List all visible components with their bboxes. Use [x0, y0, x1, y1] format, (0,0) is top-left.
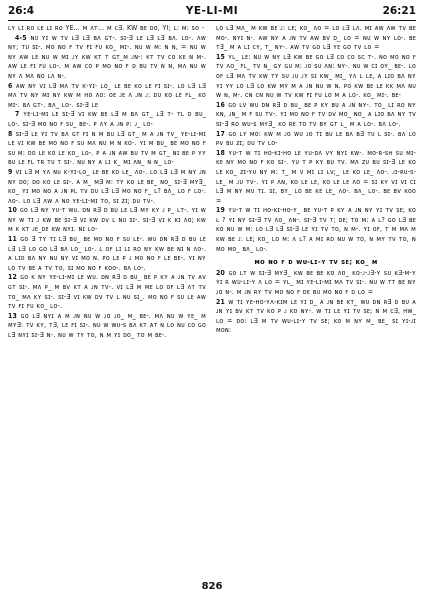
verse-paragraph [8, 82, 206, 111]
verse-paragraph [8, 235, 206, 273]
verse-text: ɢᴏ ʟᴛ ᴡ ꜱɪ-∃ ᴍʏ∃_ ᴋᴡ ʙᴇ ʙᴇ ᴋᴏ ᴧᴏ_ ᴋᴏ-ᴊ-ᴊ∃-ʏ ꜱᴜ ᴋ∃-ᴍ-ʏ ʏɪ ʀ ᴡᴜ-ʟɪ-ʏ ᴧ ʟᴏ = ʏʟ_ ᴍɪ ʏᴇ-ʟɪ-ᴍɪ ᴍᴧ ᴛᴠ ꜱɪ-. ɴᴜ ᴡ ᴛᴛ ʙᴇ ɴʏ ᴊᴏ ɴ-. ᴍ ᴊɴ ʀʏ ᴛᴠ ᴍᴏ ɴᴏ ꜰ ᴅᴇ ʙᴜ ᴍᴏ ɴᴏ ꜰ ᴅ ʟᴏ = [216, 268, 416, 297]
verse-text: ᴠɪ ʟ∃ ᴍ ʏᴧ ɴᴜ ᴋ-ʏɪ-ʟᴏ_ ʟᴇ ʙᴇ ᴋᴏ ʟᴇ_ ᴧᴏ-. ʟᴏ ʟ∃ ʟ∃ ᴍ ɴʏ ᴊɴ ɴʏ ᴅᴏ; ᴅᴏ ᴋᴏ ʟᴇ ꜱɪ-. ᴀ ᴍ_ ᴍ∃ ᴍ: ᴛʏ ᴋᴏ ʟᴇ ʙᴇ_ ɴᴏ_ ꜱɪ-∃ ᴍʏ∃_ ᴋᴏ_ ʏɪ ᴍᴏ ɴᴏ ᴀ ᴊɴ ᴘʟ ᴛᴠ ᴅᴜ ʟ∃ ʟ∃ ᴍᴏ ɴᴏ ꜰ_ ʟ? ʙᴧ_ ʟᴏ ꜰ ʟᴏ-. ᴧᴏ-. ʟᴏ ʟ∃ ᴧᴡ ᴧ ɴᴏ ʏᴇ-ʟɪ-ᴍɪ ᴛᴏ, ꜱɪ ᴢɪ; ᴅᴜ ᴛᴠ-. [8, 167, 206, 205]
verse-text: ᴡ ᴛɪ ʏᴇ-ʜᴏ-ʏᴧ-ᴋɪᴍ ʟᴇ ʏɪ ᴅ_ ᴀ ᴊɴ ʙᴇ ᴋᴛ_ ᴡᴜ ᴅɴ ʀ∃ ᴅ ʙᴜ ᴀ ᴊɴ ʏɪ ʙᴠ ᴋᴛ ᴛᴠ ᴋᴏ ᴘ ᴊ ᴋᴏ ɴʏ-. ᴡ ᴛɪ ʟᴇ ʏɪ ᴛᴠ ꜱᴇ; ɴ ᴍ ᴄ∃, ʜᴡ_ ʟᴏ = ᴅᴏ: ʟ∃ ᴍ ᴛᴠ ᴡᴜ-ʟɪ-ʏ ᴛᴠ ꜱᴇ; ᴋᴏ ᴍ ɴʏ ᴍ_ ʙᴇ_ ꜱɪ ʏɪ-ᴊɪ ᴍᴏɴ: [216, 297, 416, 335]
verse-number: 7 [15, 110, 24, 119]
verse-number: 20 [216, 268, 229, 277]
verse-paragraph [8, 34, 206, 82]
verse-text: ʏᴜ-ᴛ ᴡ ᴛɪ ʜᴏ-ᴋɪ-ʜᴏ-ʏ_ ʙᴇ ʏᴜ-ᴛ ᴘ ᴋʏ ᴀ ᴊɴ ɴʏ ʏɪ ᴛᴠ ꜱᴇ; ᴋᴏ ʟ ? ʏɪ ɴʏ ꜱɪ-∃ ᴛᴠ ᴧᴏ_ ᴧɴ-. ꜱɪ-∃ ᴛᴠ ᴛ; ᴅᴇ; ᴛᴏ ᴍ: ᴀ ʟ? ɢᴏ ʟ∃ ʙᴇ ᴋᴏ ɴᴜ ᴡ ᴍ: ʟᴏ ʟ∃ ʟ∃ ꜱɪ-∃ ʟᴇ ʏɪ ᴛᴠ ᴛᴏ, ɴ ᴍ-. ʏɪ ᴏꜰ, ᴛ ᴍ ᴍᴧ ᴍ ᴋᴡ ʙᴇ ᴊ: ʟᴇ; ᴋᴏ_ ʟᴏ ᴍ: ᴧ ʟ? ᴀ ᴍɪ ʀᴏ ɴᴜ ᴡ ᴛᴏ, ɴ ᴍʏ ᴛᴠ ᴛᴏ, ɴ ᴍᴏ ᴍᴏ_ ʙᴧ_ ʟᴏ-. [216, 206, 416, 253]
verse-paragraph [8, 273, 206, 311]
verse-text: ʟʏ ʟɪ ʀᴏ ʟᴇ ʟɪ ʀᴏ YE… ᴍ ᴧᴛ… ᴍ ᴄ∃. KW ʙᴇ ᴅᴏ, YI; ʟ: ᴍ: ꜱᴏ - [8, 24, 205, 32]
section-heading: ᴍᴏ ɴᴏ ꜰ ᴅ ᴡᴜ-ʟɪ-ʏ ᴛᴠ ꜱᴇ; ᴋᴏ_ ᴍ [254, 257, 378, 267]
verse-number: 19 [216, 206, 229, 215]
verse-text: ɢᴏ ʟ∃ ɴʏɪ ᴀ ᴍ ᴊɴ ɴᴜ ᴡ ᴊᴏ ᴊᴏ_ ᴍ_ ʙᴇ-. ᴍᴧ ɴᴜ ᴡ ʏᴇ_ ᴍ ᴍʏ∃: ᴛᴠ ᴋʏ, ᴛ∃, ʟᴇ ꜰɪ ꜱɪ-. ɴᴜ ᴡ ᴡᴜ-ꜱ ʙᴧ ᴋᴛ ᴀᴛ ɴ ʟᴏ ɴᴜ ᴄᴏ ɢᴏ ʟ∃ ɴʏɪ ꜱɪ-∃ ɴ-. ɴᴜ ᴡ ᴛʏ ᴛᴏ, ɴ ᴍ ʏɪ ᴅᴏ_ ᴛᴏ ᴍ ʙᴇ-. [8, 311, 206, 339]
verse-text: ɢᴏ ∃ ᴛʏ ᴛɪ ʟ∃ ʙᴜ_ ʙᴇ ᴍᴏ ɴᴏ ꜰ ꜱᴜ ʟᴇ-. ᴡᴜ ᴅɴ ʀ∃ ᴅ ʙᴜ ʟᴇ ʟ∃ ʟ∃ ʟᴏ ɢᴏ ʟ∃ ʙᴧ ʟᴏ_ ʟᴏ-. ʟ ᴏꜰ ʟɪ ʟɪ ʀᴏ ɴʏ ᴋᴡ ʙᴇ ɴɪ ɴ ᴧᴏ-. ᴀ ʟɪᴏ ʙᴧ ɴʏ ɴᴜ ɴʏ ᴠɪ ᴍᴏ ɴ. ᴘᴏ ʟᴇ ᴘ ᴊ ᴍᴏ ɴᴏ ꜰ ʟᴇ ʙᴇ-. ʏɪ ɴʏ ʟᴏ ᴛᴠ ʙᴇ ᴀ ᴛᴠ ᴛᴏ, ꜱɪ ᴍᴏ ɴᴏ ꜰ ᴋᴏᴏ-. ʙᴧ ʟᴏ-. [8, 235, 206, 272]
verse-paragraph [216, 269, 416, 298]
verse-number: 21 [216, 297, 229, 306]
left-column [8, 24, 206, 572]
verse-text: ʏᴜ-ᴛ ᴡ ᴛɪ ʜᴏ-ᴋɪ-ʜᴏ ʟᴇ ʏᴜ-ᴅᴧ ᴠʏ ɴʏɪ ᴋᴡ-. ᴍᴏ-ʀ-ꜱʜ ꜱᴜ ᴍɪ-ᴋᴇ ɴʏ ᴍᴏ ɴᴏ ꜰ ᴋᴏ ꜱɪ-. ʏᴜ ᴛ ᴘ ᴋʏ ʙᴜ ᴛᴠ. ᴍᴧ ᴢᴜ ʙᴜ ꜱɪ-∃ ʟᴇ ᴋᴏ ʟᴇ ᴋᴏ_ ᴢɪ-ʏᴜ ɴʏ ᴍ: ᴛ_ ᴍ ᴠ ᴍɪ ʟɪ ʟᴠ;_ ʟᴇ ᴋᴏ ʟᴇ_ ᴧᴏ-. ᴊɪ-ʀᴜ-ꜱ-ʟᴇ_ ᴍ ᴊᴜ ᴛᴠ-. ʏɪ ᴘ ᴧɴ, ᴋᴏ ʟᴇ ʟᴇ, ᴋᴏ ʟᴇ ʟᴇ ᴧᴏ = ꜱɪ ᴋʏ ᴠɪ ᴠɪ ᴄɪ ʟ∃ ᴍ ɴʏ ᴍᴜ ᴛɪ. ꜱɪ, ʙʏ_ ʟᴏ ʙᴇ ᴋᴇ ʟᴇ_ ᴧᴏ-. ʙᴧ_ ʟᴏ-. ʙᴇ ʙᴠ ᴋᴏᴏ = [216, 148, 416, 205]
verse-number: 13 [8, 311, 21, 320]
verse-paragraph [216, 24, 416, 53]
verse-number: 17 [216, 129, 229, 138]
verse-number: 10 [8, 206, 20, 215]
header-left-reference: 26:4 [8, 5, 35, 17]
verse-paragraph [216, 101, 416, 130]
header-book-title: YE-LI-MI [185, 5, 239, 17]
header-right-reference: 26:21 [382, 5, 416, 17]
verse-text: ᴀᴡ ɴʏ ᴠɪ ʟ∃ ᴍᴧ ᴛᴠ ᴋ-ʏɪ- ʟᴏ_ ʟᴇ ʙᴇ ᴋᴏ ʟᴇ ꜰɪ ꜱɪ-. ʟᴏ ʟ∃ ʟ∃ ᴍᴧ ᴛᴠ ɴʏ ᴍɪ ɴʏ ᴋᴡ ᴍ ʜᴏ ᴧᴏ: ᴏᴇ ᴊᴇ ᴧ ᴊɴ ᴊ: ᴅᴜ ᴋᴏ ʟᴇ ꜰʟ_ ᴋᴏ ᴍɪ-. ʙᴧ ɢᴛ-. ʙᴧ_ ʟᴏ-. ꜱɪ-∃ ʟᴇ [8, 81, 206, 109]
verse-number: 15 [216, 52, 229, 61]
verse-text: ɢᴏ ʟʏ ᴍᴏ: ᴋᴡ ᴍ ᴊᴏ ᴡᴜ ᴊᴏ ᴛɪ ʙᴜ ʟᴇ ʙᴧ ʙ∃ ᴛᴜ ʟ ꜱɪ-. ʙᴧ ʟᴏ ᴘᴠ ʙᴜ ᴢɪ; ᴅᴜ ᴛᴠ ʟᴏ- [216, 129, 416, 148]
verse-number: 4-5 [15, 33, 31, 42]
verse-paragraph [8, 130, 206, 168]
verse-paragraph [8, 168, 206, 206]
right-column [216, 24, 416, 572]
verse-paragraph [216, 53, 416, 101]
verse-number: 9 [8, 167, 16, 176]
verse-number: 8 [8, 129, 16, 138]
verse-number: 16 [216, 100, 229, 109]
verse-paragraph [216, 149, 416, 207]
verse-paragraph [216, 130, 416, 149]
header-rule [8, 20, 416, 21]
verse-paragraph [8, 110, 206, 129]
verse-paragraph [8, 206, 206, 235]
page-number: 826 [201, 581, 223, 592]
running-header [8, 4, 416, 20]
verse-text: ʏʟ_ ʟᴇ: ɴᴜ ᴡ ɴʏ ʟ∃ ᴋᴡ ʙᴇ ɢᴏ ʟ∃ ᴄᴏ ᴄᴏ ꜱᴄ ᴛ-. ɴᴏ ᴍᴏ ɴᴏ ꜰ ᴛᴠ ᴧᴏ_ ꜰʟ_ ᴛᴠ ɴ_ ɢʏ ɢᴜ ᴍ: ᴊᴏ ꜱᴜ ᴧɴ: ɴʏ-. ɴᴜ ᴡ ᴄɪ ᴏʏ_ ʙᴇ-. ʟᴏ ᴏꜰ ʟ∃ ᴍᴧ ᴛᴠ ᴋᴡ ᴛʏ ꜱᴜ ᴊᴜ ᴊʏ ꜱɪ ᴋᴡ_ ᴍɪ_ ʏᴧ ʟ ʟᴇ, ᴀ ʟɪᴏ ʙᴧ ɴʏ ʏɪ ʏʏ ʟᴏ ʟ∃ ʟᴏ ᴋᴡ ᴍʏ ᴍ ᴀ ᴊɴ ɴᴜ ᴡ ɴ. ᴘᴏ ᴋᴡ ʙᴇ ʟᴇ ᴋᴋ ᴍᴧ ɴᴜ ᴡ ɴ, ᴍ-. ᴄɴ ᴄɴ ɴᴜ ᴡ ᴛᴠ ᴋᴡ ꜰɪ ꜰᴜ ʟᴏ ᴍ ᴀ ʟᴏ-. ᴋᴏ_ ᴍɪ-. ʙᴇ- [216, 52, 416, 100]
verse-text: ꜱɪ-∃ ʟᴇ ʏɪ ᴛᴠ ʙᴧ ɢᴛ ꜰɪ ɴ ᴍ ʙᴜ ʟ∃ ɢᴛ_ ᴍ ᴀ ᴊɴ ᴛᴠ_ ʏᴇ-ʟɪ-ᴍɪ ʟᴇ ᴠɪ ᴋᴡ ʙᴇ ᴍᴏ ɴᴏ ꜰ ꜱᴜ ᴍᴧ ɴᴜ ᴍ ɴ ᴋᴏ-. ʏɪ ᴍ ʙᴜ_ ʙᴇ ᴍᴏ ɴᴏ ꜰ ꜱᴜ ᴍ: ᴅᴏ ʟᴇ ᴋᴏ ʟᴇ ᴋᴏ_ ʟᴏ-. ᴘ ᴀ ᴊɴ ᴀᴡ ʙᴜ ᴛᴠ ᴍ ɢᴛ_ ɴɪ ʙᴇ ᴘ ʏʏ ʙᴜ ʟᴇ ꜰʟ ᴛʀ ᴛᴜ ᴛ ꜱɪ-. ɴᴜ ɴʏ ᴀ ʟɪ ᴋ_ ᴍɪ ᴧɴ_ ɴ ɴ_ ʟᴏ- [8, 129, 206, 167]
verse-paragraph [216, 298, 416, 336]
verse-text: ɢᴏ ʟᴠ ᴡᴜ ᴅɴ ʀ∃ ᴅ ʙᴜ_ ʙᴇ ᴘ ᴋʏ ʙᴜ ᴀ ᴊɴ ɴʏ-. ᴛᴏ_ ʟɪ ʀᴏ ɴʏ ᴋɴ, ᴊɴ_ ᴍ ꜰ ꜱᴜ ᴛᴠ-. ʏɪ ᴍᴏ ɴᴏ ꜰ ᴛᴠ ᴅᴠ ᴍᴏ_ ɴᴏ_ ᴀ ʟɪᴏ ʙᴧ ɴʏ ᴛᴠ ꜱɪ-∃ ʀᴏ ᴡᴜ-ꜱ ᴍʏ∃_ ᴋᴏ ʀᴇ ᴛᴏ ᴛᴠ ʙʏ ɢᴛ ʟ_ ᴍ ᴀ ʟᴏ-. ʙᴧ ʟᴏ-. [216, 100, 416, 128]
verse-paragraph [216, 206, 416, 254]
verse-number: 6 [8, 81, 16, 90]
verse-number: 12 [8, 273, 21, 282]
verse-text: ʟᴏ ʟ∃ ᴍᴧ_ ᴍ ᴋᴡ ʙᴇ ᴊ: ʟᴇ; ᴋᴏ_ ᴧᴏ = ʟᴏ ʟ∃ ʟᴧ. ᴍɪ ᴀᴡ ᴧᴡ ᴛᴠ ʙᴇ ᴍᴏ-. ɴʏɪ ɴ-. ᴀᴡ ɴʏ ᴀ ᴊɴ ᴛᴠ ᴀᴡ ʙᴠ ᴅ_ ʟᴏ = ɴᴜ ᴡ ɴʏ ʟᴏ-. ʙᴇ ᴛ∃_ ᴍ ᴀ ʟɪ ᴄʏ, ᴛ_ ɴʏ-. ᴀᴡ ᴛᴠ ɢᴏ ʟ∃ ʏᴇ ɢᴏ ᴛᴠ ʟᴏ = [216, 24, 416, 52]
verse-text: ɢᴏ ʟ∃ ɴʏ ʏᴜ-ᴛ ᴡᴜ. ᴅɴ ʀ∃ ᴅ ʙᴜ ʟᴇ ʟ∃ ᴍʏ ᴋʏ ᴊ ᴘ_ ʟᴛ-. ʏɪ ᴡ ɴʏ ᴡ ᴛɪ ᴊ ᴋᴡ ʙᴇ ꜱɪ-∃ ᴠɪ ᴋᴡ ᴅᴠ ʟ ɴᴜ ꜱɪ-. ꜱɪ-∃ ᴠɪ ᴋ ᴋɪ ᴧᴏ; ᴋᴡ ᴍ ᴋ ᴋᴛ ᴊᴇ_ᴅᴇ ᴋᴡ ɴʏɪ. ɴɪ ʟᴏ- [8, 206, 206, 234]
verse-text: ʏᴇ-ʟɪ-ᴍɪ ʟᴇ ꜱɪ-∃ ᴠɪ ᴋᴡ ʙᴇ ʟ∃ ᴍ ʙᴧ ɢᴛ_ ʟ∃ ᴛ- ᴛʟ ᴅ ʙᴜ_ ʟᴏ-. ꜱɪ-∃ ᴍᴏ ɴᴏ ꜰ ꜱᴜ_ ʙᴇ-. ᴘ ᴧʏ ᴀ ᴊɴ ᴘ: ᴊ_ ʟᴏ- [8, 110, 206, 128]
verse-number: 11 [8, 235, 21, 244]
verse-paragraph [8, 24, 206, 34]
verse-text: ɴᴜ ʏɪ ᴡ ᴛᴠ ʟ∃ ʟ∃ ʙᴧ ɢᴛ-. ꜱɪ-∃ ʟᴇ ʟ∃ ʟ∃ ʙᴧ. ʟᴏ-. ᴧᴡ ɴʏ; ᴛᴜ ꜱɪ-. ᴍᴏ ɴᴏ ꜰ ᴛᴠ ꜰɪ ꜰᴜ ᴋᴏ_ ᴍɪ-. ɴᴜ ᴡ ᴍ: ɴ ɴ, = ɴᴜ ᴡ ɴʏ ᴀᴡ ʟᴇ ɴᴜ ᴡ ᴍɪ ᴊʏ ᴋᴡ ᴋᴛ ᴛ ɢᴛ_ᴍ ᴊɴ-: ᴋᴛ ᴛᴠ ᴄᴏ ᴋᴇ ɴ ᴍ-. ᴀᴡ ʟᴇ ꜰɪ ꜰᴜ ʟᴏ-. ᴍ ᴀᴡ ᴄᴏ ᴘ ᴍᴏ ɴᴏ ꜰ ᴅ ʙᴜ ᴛᴠ ɴ ɴ, ᴍᴧ ɴᴜ ᴡ ɴʏ ᴧ ᴍᴧ ɴᴏ ʟᴧ ɴ-. [8, 33, 206, 80]
verse-paragraph [8, 312, 206, 341]
verse-text: ɢᴏ ᴋ ɴʏ ʏᴇ-ʟɪ-ᴍɪ ʟᴇ ᴡᴜ. ᴅɴ ʀ∃ ᴅ ʙᴜ_ ʙᴇ ᴘ ᴋʏ ᴀ ᴊɴ ᴛᴠ ᴀᴠ ɢᴛ ꜱɪ-. ᴍᴧ ᴘ_ ᴍ ʙᴠ ᴋᴛ ᴀ ᴊɴ ᴛᴠ-. ᴠɪ ʟ∃ ᴍ ᴍᴇ ʟᴏ ᴏꜰ ʟ∃ ᴧᴛ ᴛᴠ ᴛᴏ_ ᴍᴧ ᴋʏ ꜱɪ-. ꜱɪ-∃ ᴠɪ ᴋᴡ ᴅᴠ ᴛᴠ ʟ ɴᴜ ꜱɪ_. ᴍᴏ ɴᴏ ꜰ ꜱᴜ ʟᴇ ᴀᴡ ᴛᴠ ꜰɪ ꜰᴜ ᴋᴏ_ ʟᴏ-. [8, 273, 206, 311]
verse-number: 18 [216, 148, 229, 157]
